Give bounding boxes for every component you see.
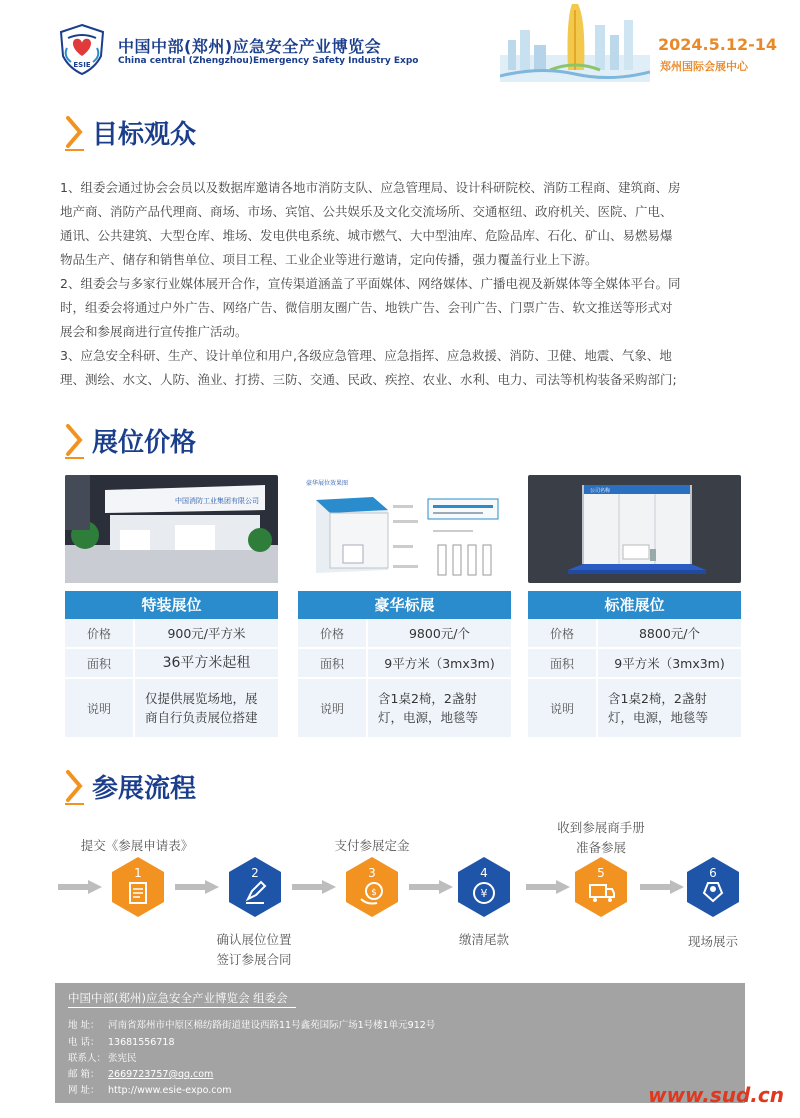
booth-render (528, 475, 741, 583)
booth-card-special (65, 475, 278, 739)
contact-footer (55, 983, 745, 1103)
section-title-process (62, 766, 196, 806)
booth-row-note (528, 679, 741, 739)
step-number: 4 (480, 866, 488, 880)
value-area: 9平方米（3mx3m) (614, 655, 725, 671)
text-line: 理、测绘、水文、人防、渔业、打捞、三防、交通、民政、疾控、农业、水利、电力、司法等机构装备采购部门; (60, 372, 677, 387)
phone-label: 电 话： (68, 1037, 100, 1048)
value-price: 8800元/个 (638, 625, 701, 641)
audience-paragraph-3 (60, 344, 750, 392)
contact-value: 张宪民 (108, 1053, 137, 1064)
text-line: 2、组委会与多家行业媒体展开合作，宣传渠道涵盖了平面媒体、网络媒体、广播电视及新媒体等全媒体平台。同 (60, 276, 681, 291)
booth-photo (65, 475, 278, 583)
address-label: 地 址： (68, 1020, 100, 1031)
arrow-right-icon (58, 880, 102, 894)
city-skyline-graphic (500, 0, 650, 82)
label-price: 价格 (65, 619, 135, 647)
expo-date: 2024.5.12-14 (658, 35, 777, 54)
booth-sign-text: 中国消防工业集团有限公司 (175, 497, 259, 505)
svg-text:¥: ¥ (480, 887, 488, 900)
booth-card-standard (528, 475, 741, 739)
booth-name: 豪华标展 (298, 591, 511, 619)
booth-row-area (65, 649, 278, 679)
booth-row-price (528, 619, 741, 649)
expo-title-cn: 中国中部(郑州)应急安全产业博览会 (118, 37, 382, 56)
step-label-5: 收到参展商手册 准备参展 (557, 820, 645, 855)
section-title-audience (62, 112, 196, 152)
label-note: 说明 (65, 679, 135, 737)
value-note: 含1桌2椅，2盏射灯，电源，地毯等 (608, 691, 709, 725)
section-title-price (62, 420, 196, 460)
value-price: 9800元/个 (408, 625, 471, 641)
chevron-right-icon (62, 420, 88, 460)
step-label-4: 缴清尾款 (458, 932, 509, 947)
email-label: 邮 箱： (68, 1069, 100, 1080)
label-area: 面积 (65, 649, 135, 677)
booth-name: 标准展位 (528, 591, 741, 619)
arrow-right-icon (292, 880, 336, 894)
process-step-6 (684, 855, 742, 919)
contact-label: 联系人： (68, 1053, 107, 1064)
logo-text: ESIE (73, 61, 91, 69)
booth-row-area (298, 649, 511, 679)
process-step-2 (226, 855, 284, 919)
text-line: 通讯、公共建筑、大型仓库、堆场、发电供电系统、城市燃气、大中型油库、危险品库、石化、矿山、易燃易爆 (60, 228, 673, 243)
label-area: 面积 (298, 649, 368, 677)
section-title-text: 展位价格 (92, 427, 197, 458)
text-line: 时，组委会将通过户外广告、网络广告、微信朋友圈广告、地铁广告、会刊广告、门票广告、软文推送等形式对 (60, 300, 673, 315)
process-step-5 (572, 855, 630, 919)
arrow-right-icon (409, 880, 453, 894)
site-watermark: www.sud.cn (648, 1083, 784, 1107)
address-line (68, 1017, 435, 1031)
step-label-3: 支付参展定金 (334, 838, 410, 853)
expo-venue: 郑州国际会展中心 (660, 60, 748, 73)
text-line: 1、组委会通过协会会员以及数据库邀请各地市消防支队、应急管理局、设计科研院校、消防工程商、建筑商、房 (60, 180, 681, 195)
arrow-right-icon (640, 880, 684, 894)
step-number: 1 (134, 866, 142, 880)
organizer-name: 中国中部(郑州)应急安全产业博览会 组委会 (68, 991, 288, 1005)
contact-line (68, 1050, 137, 1064)
section-title-text: 参展流程 (92, 773, 197, 804)
step-number: 5 (597, 866, 605, 880)
booth-row-note (65, 679, 278, 739)
section-title-text: 目标观众 (92, 119, 197, 150)
arrow-right-icon (175, 880, 219, 894)
booth-row-note (298, 679, 511, 739)
booth-card-deluxe (298, 475, 511, 739)
value-area: 36平方米起租 (162, 654, 251, 671)
email-link[interactable]: 2669723757@qq.com (108, 1069, 214, 1080)
label-area: 面积 (528, 649, 598, 677)
label-price: 价格 (298, 619, 368, 647)
chevron-right-icon (62, 766, 88, 806)
text-line: 3、应急安全科研、生产、设计单位和用户,各级应急管理、应急指挥、应急救援、消防、卫健、地震、气象、地 (60, 348, 672, 363)
step-label-1: 提交《参展申请表》 (80, 838, 194, 853)
value-note: 含1桌2椅，2盏射灯，电源，地毯等 (378, 691, 479, 725)
booth-name: 特装展位 (65, 591, 278, 619)
booth-render (298, 475, 511, 583)
step-number: 2 (251, 866, 259, 880)
render-title: 豪华展位效果图 (306, 480, 349, 487)
value-price: 900元/平方米 (167, 625, 246, 641)
phone-line (68, 1034, 175, 1048)
address-value: 河南省郑州市中原区棉纺路街道建设西路11号鑫苑国际广场1号楼1单元912号 (108, 1020, 436, 1031)
text-line: 展会和参展商进行宣传推广活动。 (60, 324, 248, 339)
chevron-right-icon (62, 112, 88, 152)
arrow-right-icon (526, 880, 570, 894)
divider (68, 1007, 296, 1008)
booth-row-price (65, 619, 278, 649)
booth-sign-text: 公司名称 (590, 488, 611, 494)
step-label-2: 确认展位位置 签订参展合同 (216, 932, 292, 967)
process-step-4 (455, 855, 513, 919)
website-value[interactable]: http://www.esie-expo.com (108, 1085, 232, 1096)
value-area: 9平方米（3mx3m) (384, 655, 495, 671)
text-line: 物品生产、储存和销售单位、项目工程、工业企业等进行邀请，定向传播，强力覆盖行业上下游。 (60, 252, 598, 267)
process-step-3 (343, 855, 401, 919)
booth-row-area (528, 649, 741, 679)
expo-title-en: China central (Zhengzhou)Emergency Safety Industry Expo (118, 56, 419, 66)
expo-logo (55, 22, 109, 76)
header (0, 0, 800, 90)
step-number: 3 (368, 866, 376, 880)
text-line: 地产商、消防产品代理商、商场、市场、宾馆、公共娱乐及文化交流场所、交通枢纽、政府机关、医院、广电、 (60, 204, 673, 219)
phone-value: 13681556718 (108, 1037, 175, 1048)
audience-paragraph-1 (60, 176, 750, 272)
label-note: 说明 (298, 679, 368, 737)
website-label: 网 址： (68, 1085, 100, 1096)
website-line (68, 1082, 232, 1096)
step-label-6: 现场展示 (687, 934, 738, 949)
svg-text:$: $ (371, 888, 377, 898)
step-number: 6 (709, 866, 717, 880)
label-price: 价格 (528, 619, 598, 647)
value-note: 仅提供展览场地，展商自行负责展位搭建 (145, 691, 258, 725)
email-line (68, 1066, 213, 1080)
process-step-1 (109, 855, 167, 919)
label-note: 说明 (528, 679, 598, 737)
booth-row-price (298, 619, 511, 649)
audience-paragraph-2 (60, 272, 750, 344)
